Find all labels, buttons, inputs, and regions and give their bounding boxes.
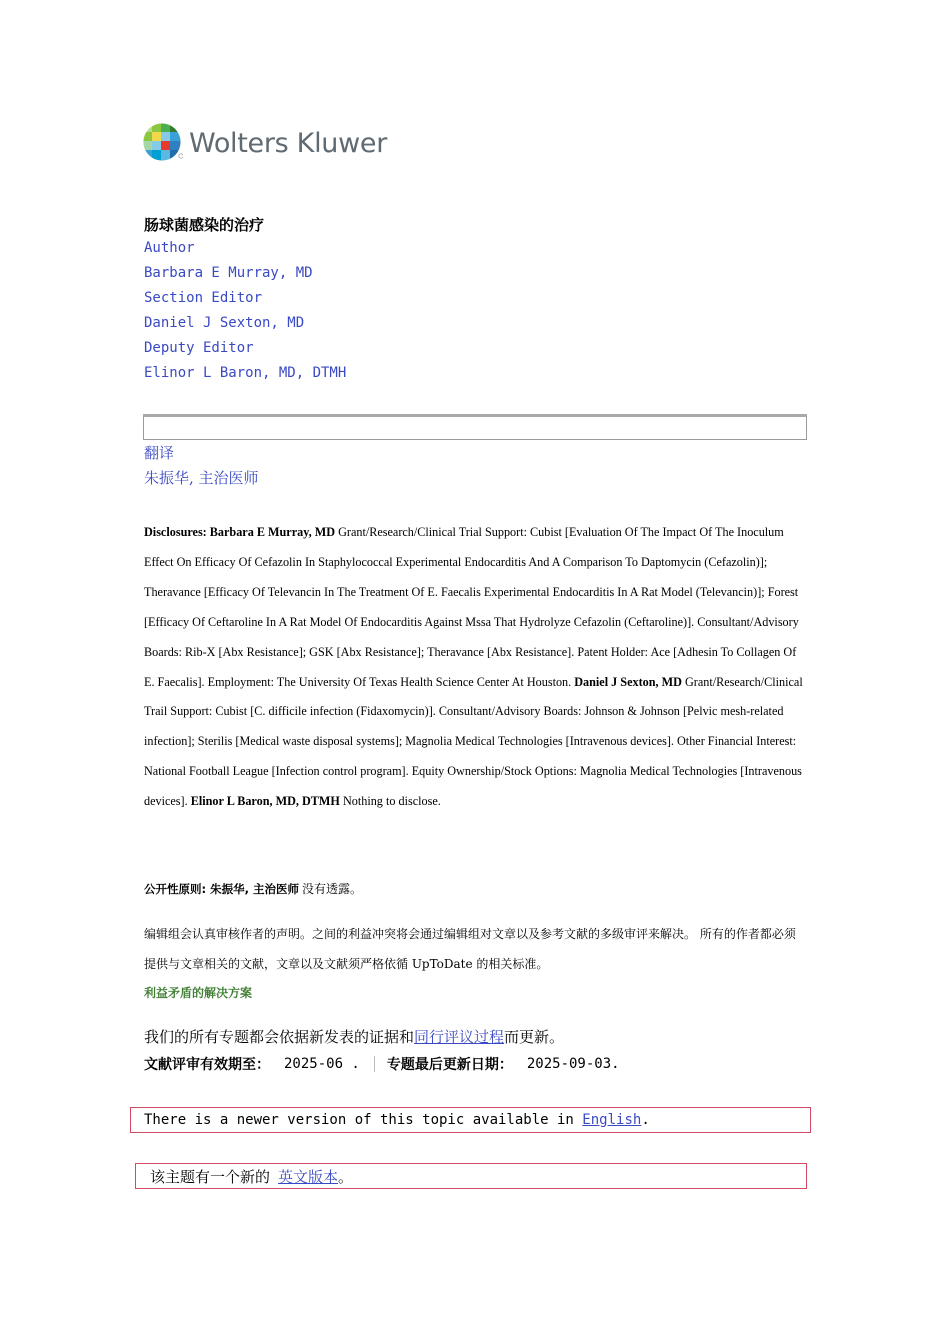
notice-cn-text: 该主题有一个新的: [150, 1167, 271, 1186]
editorial-statement: 编辑组会认真审核作者的声明。之间的利益冲突将会通过编辑组对文章以及参考文献的多级审评来解决。 所有的作者都必须提供与文章相关的文献，文章以及文献须严格依循 UpToDate 的相关标准。: [144, 927, 796, 971]
dates-separator: [374, 1056, 375, 1072]
english-version-link-cn[interactable]: 英文版本: [278, 1167, 339, 1186]
disclosure-name-baron: Elinor L Baron, MD, DTMH: [190, 794, 340, 809]
review-date-label: 文献评审有效期至：: [144, 1057, 270, 1073]
notice-cn-end: 。: [338, 1167, 354, 1186]
credits-list: [144, 238, 346, 388]
notice-en-end: .: [641, 1112, 650, 1128]
peer-review-link[interactable]: 同行评议过程: [414, 1028, 505, 1046]
disclosure-name-murray: Barbara E Murray, MD: [209, 525, 336, 539]
disclosure-text-sexton: Grant/Research/Clinical Trail Support: Cubist [C. difficile infection (Fidaxomycin)]. Consultant/Advisory Boards: Johnson & Johnson [Pelvic mesh-related infection]; Sterilis [Medical waste disposal systems]; Magnolia Medical Technologies [Intravenous devices]. Other Financial Interest: National Football League [Infection control program]. Equity Ownership/Stock Options: Magnolia Medical Technologies [Intravenous devices].: [144, 674, 803, 809]
update-statement: [144, 1026, 564, 1047]
disclosures-paragraph: [144, 518, 806, 817]
dates-row: [144, 1054, 620, 1074]
deputy-editor-link[interactable]: Elinor L Baron, MD, DTMH: [144, 365, 347, 381]
newer-version-notice-cn: [135, 1163, 807, 1189]
english-version-link[interactable]: English: [582, 1112, 642, 1128]
translation-credits: [144, 444, 259, 494]
wolters-kluwer-logo: [143, 123, 387, 163]
disclosure-text-baron: Nothing to disclose.: [339, 794, 441, 809]
cn-disclosure: [144, 880, 362, 897]
translation-label[interactable]: 翻译: [144, 444, 175, 462]
translator-link[interactable]: 朱振华, 主治医师: [144, 469, 259, 487]
cn-disclosure-text: 没有透露。: [298, 882, 362, 896]
author-label[interactable]: Author: [144, 240, 195, 256]
globe-logo-icon: [143, 123, 183, 163]
brand-name: Wolters Kluwer: [189, 127, 387, 159]
review-date-value: 2025-06 .: [284, 1056, 360, 1072]
section-editor-label[interactable]: Section Editor: [144, 290, 263, 306]
cn-disclosure-label: 公开性原则: 朱振华, 主治医师: [144, 882, 299, 896]
update-prefix: 我们的所有专题都会依据新发表的证据和: [144, 1028, 415, 1046]
section-editor-link[interactable]: Daniel J Sexton, MD: [144, 315, 305, 331]
disclosure-text-murray: Grant/Research/Clinical Trial Support: Cubist [Evaluation Of The Impact Of The Inoculum Effect On Efficacy Of Cefazolin In Staphylococcal Experimental Endocarditis And A Comparison To Daptomycin (Cefazolin)]; Theravance [Efficacy Of Televancin In The Treatment Of E. Faecalis Experimental Endocarditis In A Rat Model (Televancin)]; Forest [Efficacy Of Ceftaroline In A Rat Model Of Endocarditis Against Mssa That Hydrolyze Cefazolin (Ceftaroline)]. Consultant/Advisory Boards: Rib-X [Abx Resistance]; GSK [Abx Resistance]; Theravance [Abx Resistance]. Patent Holder: Ace [Adhesin To Collagen Of E. Faecalis]. Employment: The University Of Texas Health Science Center At Houston.: [144, 525, 799, 689]
conflict-resolution-link[interactable]: 利益矛盾的解决方案: [144, 986, 253, 1000]
empty-box: [143, 417, 807, 440]
update-suffix: 而更新。: [504, 1028, 565, 1046]
disclosures-label: Disclosures:: [144, 525, 207, 539]
deputy-editor-label[interactable]: Deputy Editor: [144, 340, 254, 356]
updated-date-value: 2025-09-03.: [526, 1056, 620, 1072]
topic-title: 肠球菌感染的治疗: [144, 216, 265, 234]
notice-en-text: There is a newer version of this topic available in: [144, 1112, 583, 1128]
newer-version-notice-en: [130, 1107, 811, 1133]
updated-date-label: 专题最后更新日期：: [386, 1057, 513, 1073]
disclosure-name-sexton: Daniel J Sexton, MD: [574, 674, 682, 689]
author-link[interactable]: Barbara E Murray, MD: [144, 265, 313, 281]
